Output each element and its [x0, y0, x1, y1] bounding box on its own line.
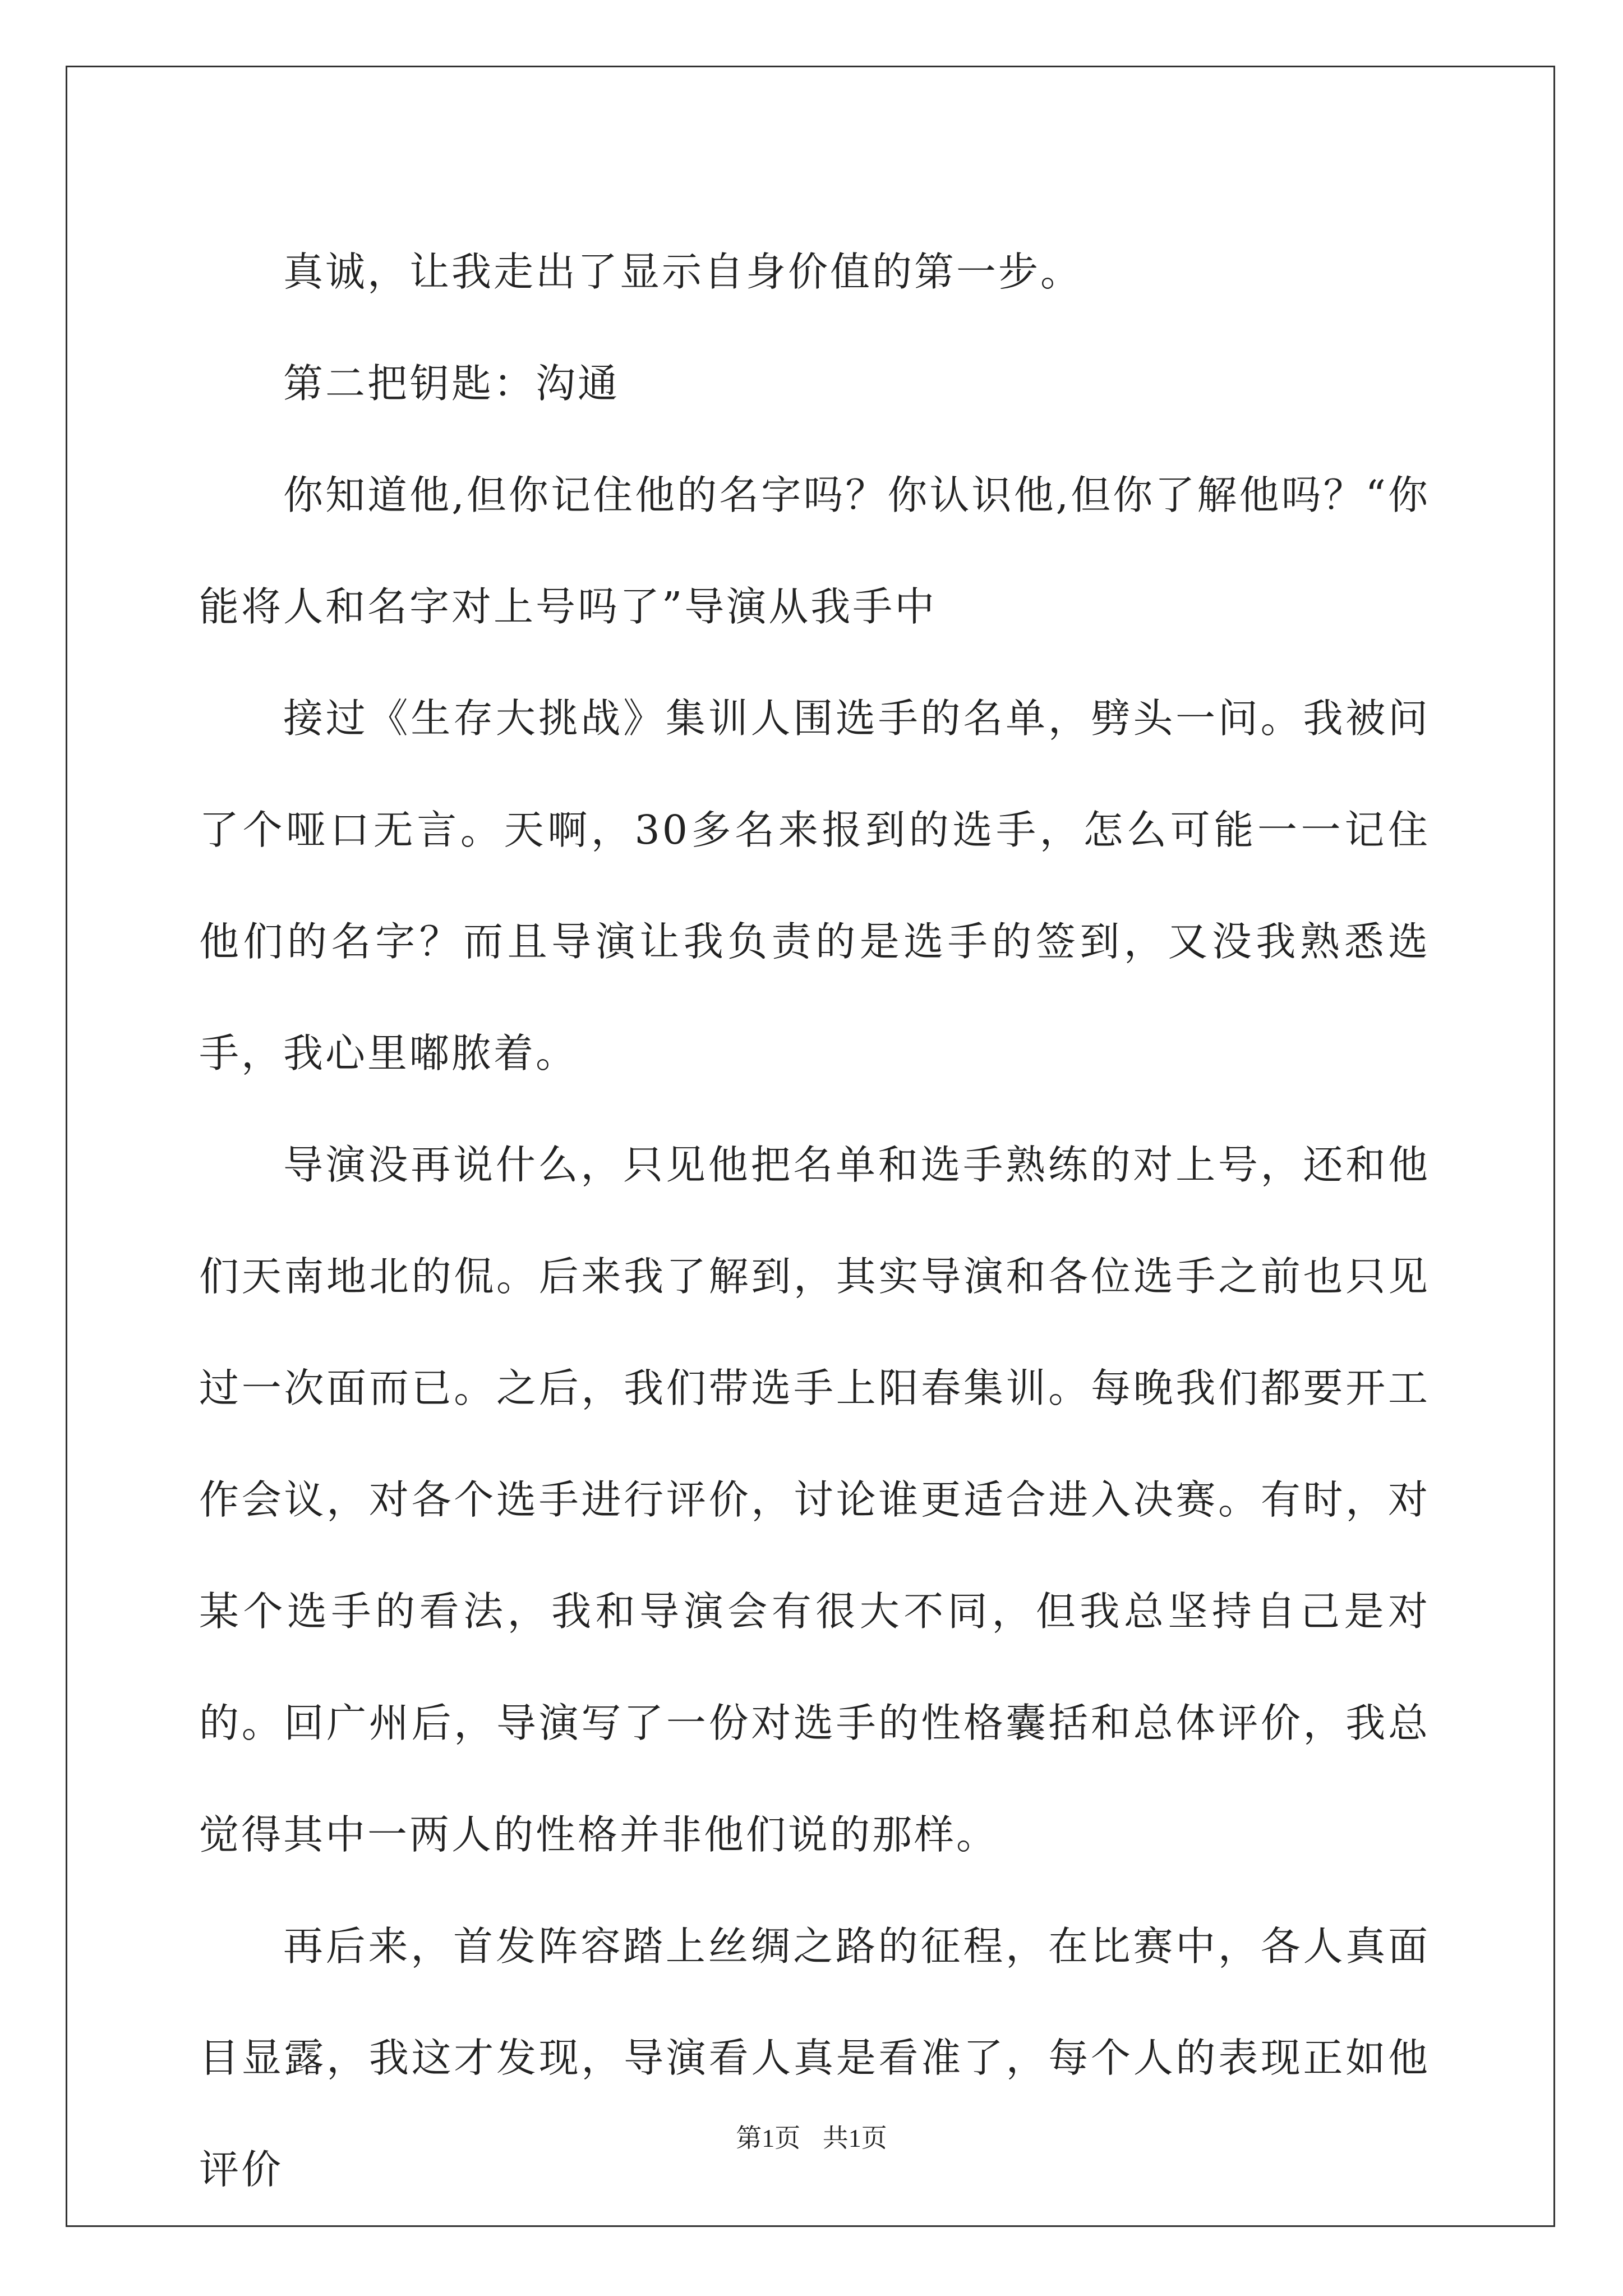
page-footer [0, 2118, 1623, 2155]
paragraph-4: 接过《生存大挑战》集训人围选手的名单，劈头一问。我被问了个哑口无言。天啊，30多名来报到的选手，怎么可能一一记住他们的名字？而且导演让我负责的是选手的签到，又没我熟悉选手，我心里嘟脓着。 [199, 695, 1430, 1076]
paragraph-1: 真诚，让我走出了显示自身价值的第一步。 [283, 249, 1083, 295]
page-total: 共1页 [822, 2124, 887, 2152]
paragraph-3: 你知道他,但你记住他的名字吗？你认识他,但你了解他吗？“你能将人和名字对上号吗了”导演从我手中 [199, 472, 1430, 630]
document-body [199, 216, 1430, 2225]
page-number: 第1页 [736, 2124, 801, 2152]
paragraph-5: 导演没再说什么，只见他把名单和选手熟练的对上号，还和他们天南地北的侃。后来我了解到，其实导演和各位选手之前也只见过一次面而已。之后，我们带选手上阳春集训。每晚我们都要开工作会议，对各个选手进行评价，讨论谁更适合进入决赛。有时，对某个选手的看法，我和导演会有很大不同，但我总坚持自己是对的。回广州后，导演写了一份对选手的性格囊括和总体评价，我总觉得其中一两人的性格并非他们说的那样。 [199, 1142, 1430, 1858]
paragraph-2-heading: 第二把钥匙：沟通 [283, 360, 620, 407]
paragraph-6: 再后来，首发阵容踏上丝绸之路的征程，在比赛中，各人真面目显露，我这才发现，导演看人真是看准了，每个人的表现正如他评价 [199, 1923, 1430, 2193]
